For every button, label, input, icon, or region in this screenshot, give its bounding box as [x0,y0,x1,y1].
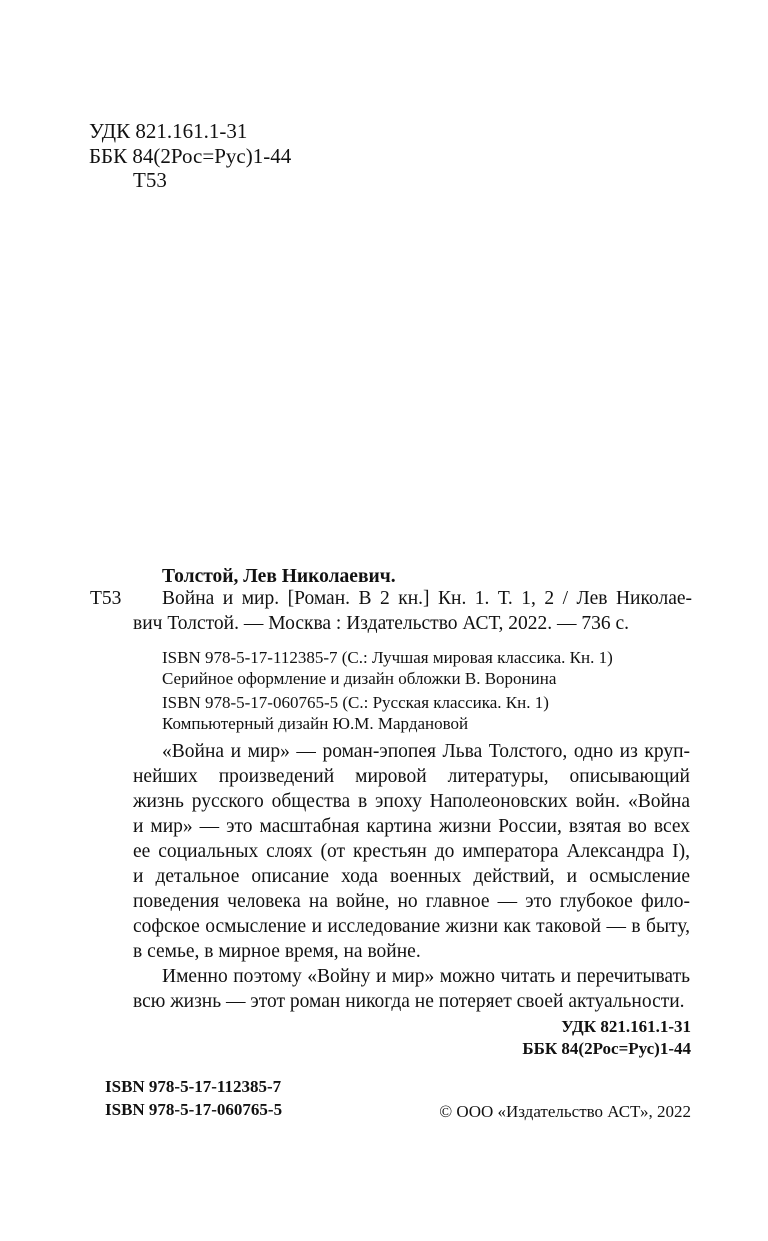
author-sign: Т53 [133,168,167,192]
annotation-line: нейших произведений мировой литературы, описывающий [133,766,690,787]
annotation-line: Именно поэтому «Войну и мир» можно читать и перечитывать [162,966,690,987]
catalog-heading: Толстой, Лев Николаевич. [162,566,396,587]
catalog-description-line: вич Толстой. — Москва : Издательство АСТ, 2022. — 736 с. [133,613,630,634]
bbk-code: ББК 84(2Рос=Рус)1-44 [89,144,292,168]
udk-code-bottom: УДК 821.161.1-31 [561,1017,691,1036]
catalog-author-sign: Т53 [90,588,122,609]
bbk-code-bottom: ББК 84(2Рос=Рус)1-44 [522,1039,691,1058]
isbn-bottom: ISBN 978-5-17-112385-7 [105,1077,282,1096]
annotation-line: ее социальных слоях (от крестьян до императора Александра I), [133,841,690,862]
annotation-line: жизнь русского общества в эпоху Наполеоновских войн. «Война [133,791,690,812]
annotation-line: «Война и мир» — роман-эпопея Льва Толстого, одно из круп- [162,741,690,762]
isbn-bottom: ISBN 978-5-17-060765-5 [105,1100,283,1119]
udk-code: УДК 821.161.1-31 [89,119,248,143]
annotation-line: всю жизнь — этот роман никогда не потеряет своей актуальности. [133,991,685,1012]
annotation-line: поведения человека на войне, но главное — это глубокое фило- [133,891,690,912]
isbn-series-line: ISBN 978-5-17-112385-7 (С.: Лучшая мировая классика. Кн. 1) [162,648,613,667]
isbn-series-line: ISBN 978-5-17-060765-5 (С.: Русская классика. Кн. 1) [162,693,549,712]
annotation-line: софское осмысление и исследование жизни как таковой — в быту, [133,916,690,937]
copyright-notice: © ООО «Издательство АСТ», 2022 [439,1102,691,1121]
catalog-description-line: Война и мир. [Роман. В 2 кн.] Кн. 1. Т. 1, 2 / Лев Николае- [162,588,692,609]
annotation-line: в семье, в мирное время, на войне. [133,941,421,962]
design-note: Компьютерный дизайн Ю.М. Мардановой [162,714,469,733]
annotation-line: и детальное описание хода военных действий, и осмысление [133,866,690,887]
annotation-line: и мир» — это масштабная картина жизни России, взятая во всех [133,816,690,837]
design-note: Серийное оформление и дизайн обложки В. Воронина [162,669,557,688]
